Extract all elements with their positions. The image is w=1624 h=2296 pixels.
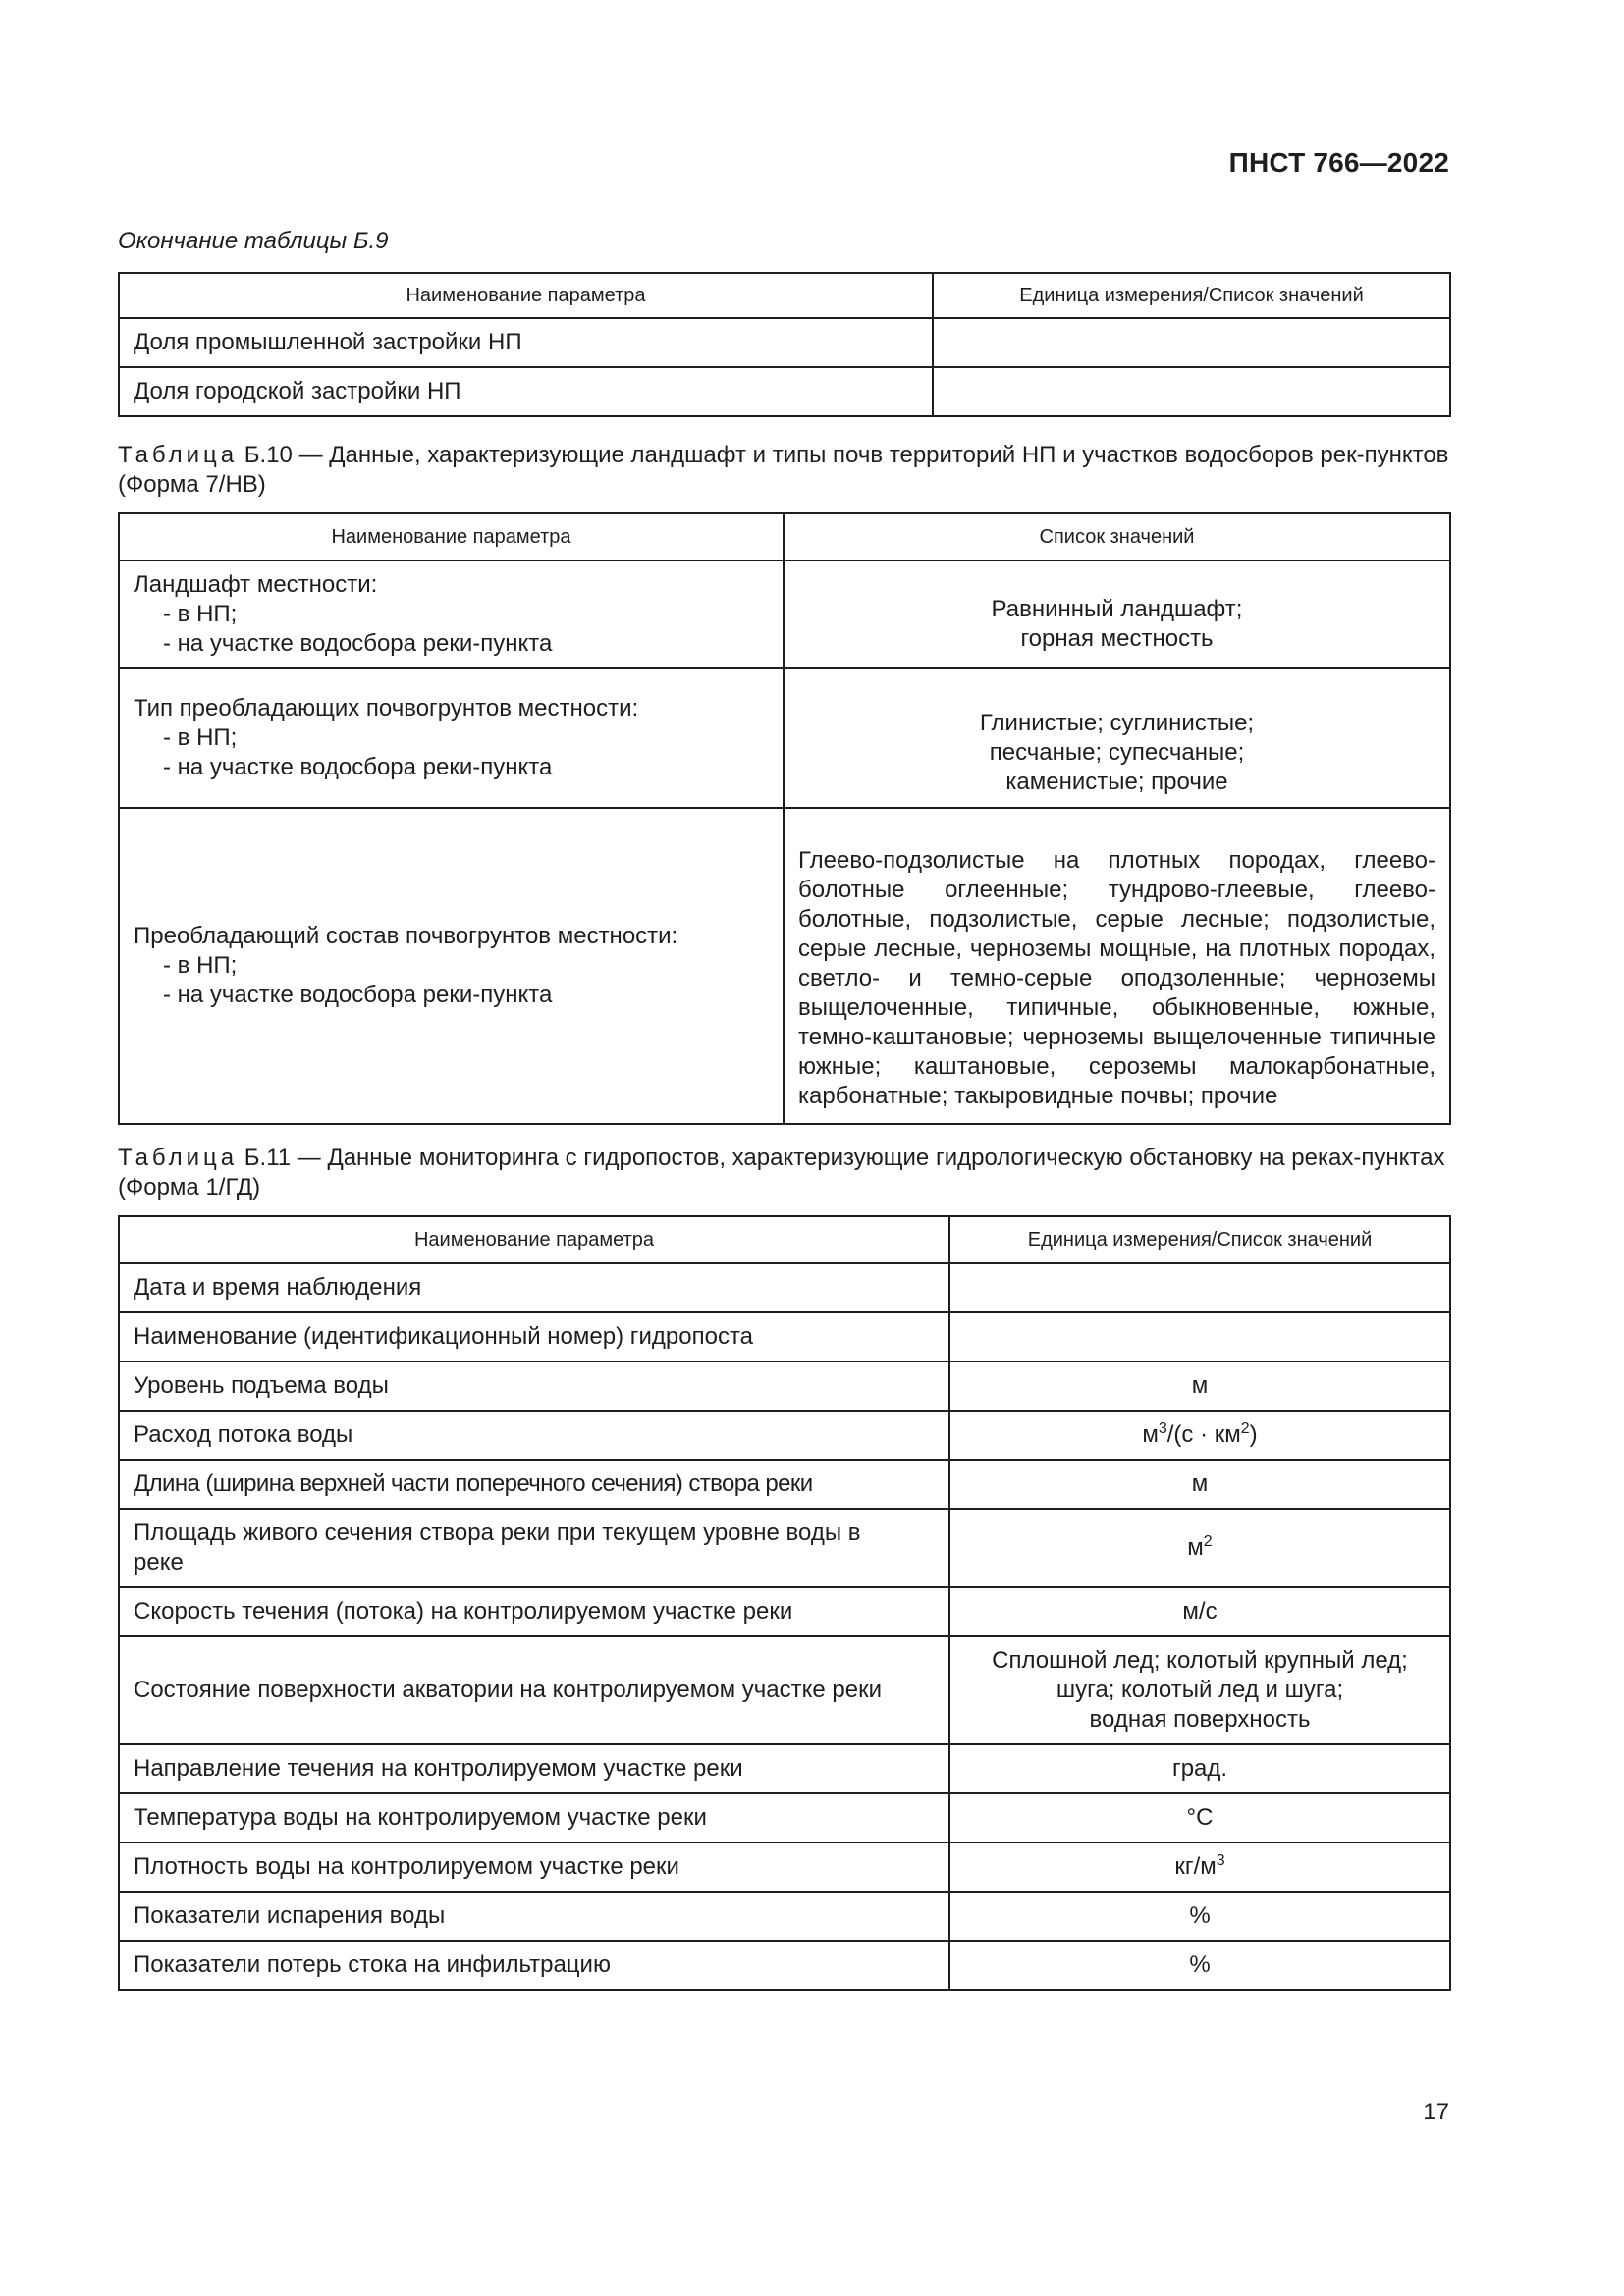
parameter-value — [949, 1842, 1450, 1892]
parameter-name — [119, 808, 784, 1124]
value-line: Равнинный ландшафт; — [991, 596, 1243, 622]
column-header-parameter: Наименование параметра — [119, 513, 784, 561]
value-line: Глинистые; суглинистые; — [979, 710, 1255, 736]
parameter-name — [119, 561, 784, 668]
table-b9-continuation-caption: Окончание таблицы Б.9 — [118, 228, 389, 254]
value-line: горная местность — [1020, 625, 1214, 652]
parameter-name: Направление течения на контролируемом участке реки — [119, 1744, 949, 1793]
parameter-value — [784, 668, 1450, 808]
parameter-value: град. — [949, 1744, 1450, 1793]
caption-word: Таблица — [118, 442, 239, 468]
parameter-value — [949, 1312, 1450, 1362]
table-row — [119, 1411, 1450, 1460]
parameter-subitem: - на участке водосбора реки-пункта — [163, 982, 553, 1008]
table-row — [119, 1636, 1450, 1744]
table-b9-end — [118, 272, 1451, 417]
table-row — [119, 1509, 1450, 1587]
table-row — [119, 1892, 1450, 1941]
parameter-subitem: - на участке водосбора реки-пункта — [163, 754, 553, 780]
column-header-parameter: Наименование параметра — [119, 273, 933, 318]
parameter-value — [949, 1636, 1450, 1744]
value-line: Сплошной лед; колотый крупный лед; — [992, 1647, 1408, 1674]
caption-word: Таблица — [118, 1145, 239, 1171]
page-number: 17 — [1423, 2099, 1449, 2125]
parameter-value: м/с — [949, 1587, 1450, 1636]
parameter-name: Показатели испарения воды — [119, 1892, 949, 1941]
caption-text: Б.11 — Данные мониторинга с гидропостов, характеризующие гидрологическую обстановку на реках-пунктах (Форма 1/ГД) — [118, 1145, 1445, 1201]
unit-exponent: 3 — [1158, 1420, 1167, 1437]
parameter-value: % — [949, 1892, 1450, 1941]
table-row — [119, 1460, 1450, 1509]
parameter-subitem: - на участке водосбора реки-пункта — [163, 630, 553, 657]
table-row — [119, 808, 1450, 1124]
column-header-values: Список значений — [784, 513, 1450, 561]
table-row — [119, 1744, 1450, 1793]
column-header-unit: Единица измерения/Список значений — [933, 273, 1450, 318]
parameter-subitem: - в НП; — [163, 724, 238, 751]
unit-exponent: 3 — [1216, 1852, 1225, 1869]
parameter-name: Показатели потерь стока на инфильтрацию — [119, 1941, 949, 1990]
table-b11-caption — [118, 1144, 1449, 1202]
parameter-name: Длина (ширина верхней части поперечного сечения) створа реки — [119, 1460, 949, 1509]
unit-part: ) — [1249, 1421, 1258, 1448]
value-line: шуга; колотый лед и шуга; — [1056, 1677, 1344, 1703]
column-header-unit: Единица измерения/Список значений — [949, 1216, 1450, 1263]
parameter-name: Наименование (идентификационный номер) гидропоста — [119, 1312, 949, 1362]
table-row — [119, 1842, 1450, 1892]
caption-text: Б.10 — Данные, характеризующие ландшафт и типы почв территорий НП и участков водосборов рек-пунктов (Форма 7/НВ) — [118, 442, 1449, 498]
table-b10 — [118, 512, 1451, 1125]
parameter-name: Температура воды на контролируемом участке реки — [119, 1793, 949, 1842]
unit-part: м — [1187, 1534, 1204, 1561]
table-row — [119, 1941, 1450, 1990]
table-header-row — [119, 513, 1450, 561]
unit-part: /(с · км — [1166, 1421, 1241, 1448]
unit-exponent: 2 — [1240, 1420, 1250, 1437]
table-row — [119, 1312, 1450, 1362]
table-row — [119, 1587, 1450, 1636]
unit-exponent: 2 — [1203, 1533, 1213, 1550]
parameter-value — [933, 318, 1450, 367]
parameter-name: Площадь живого сечения створа реки при текущем уровне воды в реке — [119, 1509, 949, 1587]
parameter-title: Преобладающий состав почвогрунтов местности: — [134, 923, 678, 949]
table-row — [119, 318, 1450, 367]
parameter-name: Дата и время наблюдения — [119, 1263, 949, 1312]
table-row — [119, 1263, 1450, 1312]
table-header-row — [119, 273, 1450, 318]
value-line: водная поверхность — [1089, 1706, 1311, 1733]
parameter-name: Уровень подъема воды — [119, 1362, 949, 1411]
document-code: ПНСТ 766—2022 — [1228, 147, 1449, 178]
parameter-value: % — [949, 1941, 1450, 1990]
column-header-parameter: Наименование параметра — [119, 1216, 949, 1263]
value-text: Глеево-подзолистые на плотных породах, глеево-болотные оглеенные; тундрово-глеевые, глеево-болотные, подзолистые, серые лесные; подзолистые, серые лесные, черноземы мощные, на плотных породах, светло- и темно-серые оподзоленные; черноземы выщелоченные, типичные, обыкновенные, южные, темно-каштановые; черноземы выщелоченные типичные южные; каштановые, сероземы малокарбонатные, карбонатные; такыровидные почвы; прочие — [798, 847, 1435, 1109]
parameter-value — [784, 808, 1450, 1124]
table-b11 — [118, 1215, 1451, 1991]
unit-part: кг/м — [1174, 1853, 1217, 1880]
parameter-subitem: - в НП; — [163, 952, 238, 979]
parameter-value: м — [949, 1362, 1450, 1411]
table-row — [119, 561, 1450, 668]
parameter-name — [119, 668, 784, 808]
unit-part: м — [1142, 1421, 1159, 1448]
parameter-value: °С — [949, 1793, 1450, 1842]
parameter-title: Ландшафт местности: — [134, 571, 378, 598]
value-line: песчаные; супесчаные; — [989, 739, 1245, 766]
table-row — [119, 668, 1450, 808]
table-row — [119, 367, 1450, 416]
parameter-name: Доля промышленной застройки НП — [119, 318, 933, 367]
table-header-row — [119, 1216, 1450, 1263]
parameter-name: Плотность воды на контролируемом участке реки — [119, 1842, 949, 1892]
parameter-name: Состояние поверхности акватории на контролируемом участке реки — [119, 1636, 949, 1744]
parameter-value — [784, 561, 1450, 668]
value-line: каменистые; прочие — [1005, 769, 1228, 795]
parameter-name: Расход потока воды — [119, 1411, 949, 1460]
parameter-value — [949, 1263, 1450, 1312]
parameter-value: м — [949, 1460, 1450, 1509]
table-b10-caption — [118, 441, 1449, 500]
table-row — [119, 1362, 1450, 1411]
table-row — [119, 1793, 1450, 1842]
parameter-value — [949, 1509, 1450, 1587]
parameter-name: Скорость течения (потока) на контролируемом участке реки — [119, 1587, 949, 1636]
parameter-title: Тип преобладающих почвогрунтов местности: — [134, 695, 639, 721]
parameter-name: Доля городской застройки НП — [119, 367, 933, 416]
parameter-value — [949, 1411, 1450, 1460]
parameter-value — [933, 367, 1450, 416]
parameter-subitem: - в НП; — [163, 601, 238, 627]
